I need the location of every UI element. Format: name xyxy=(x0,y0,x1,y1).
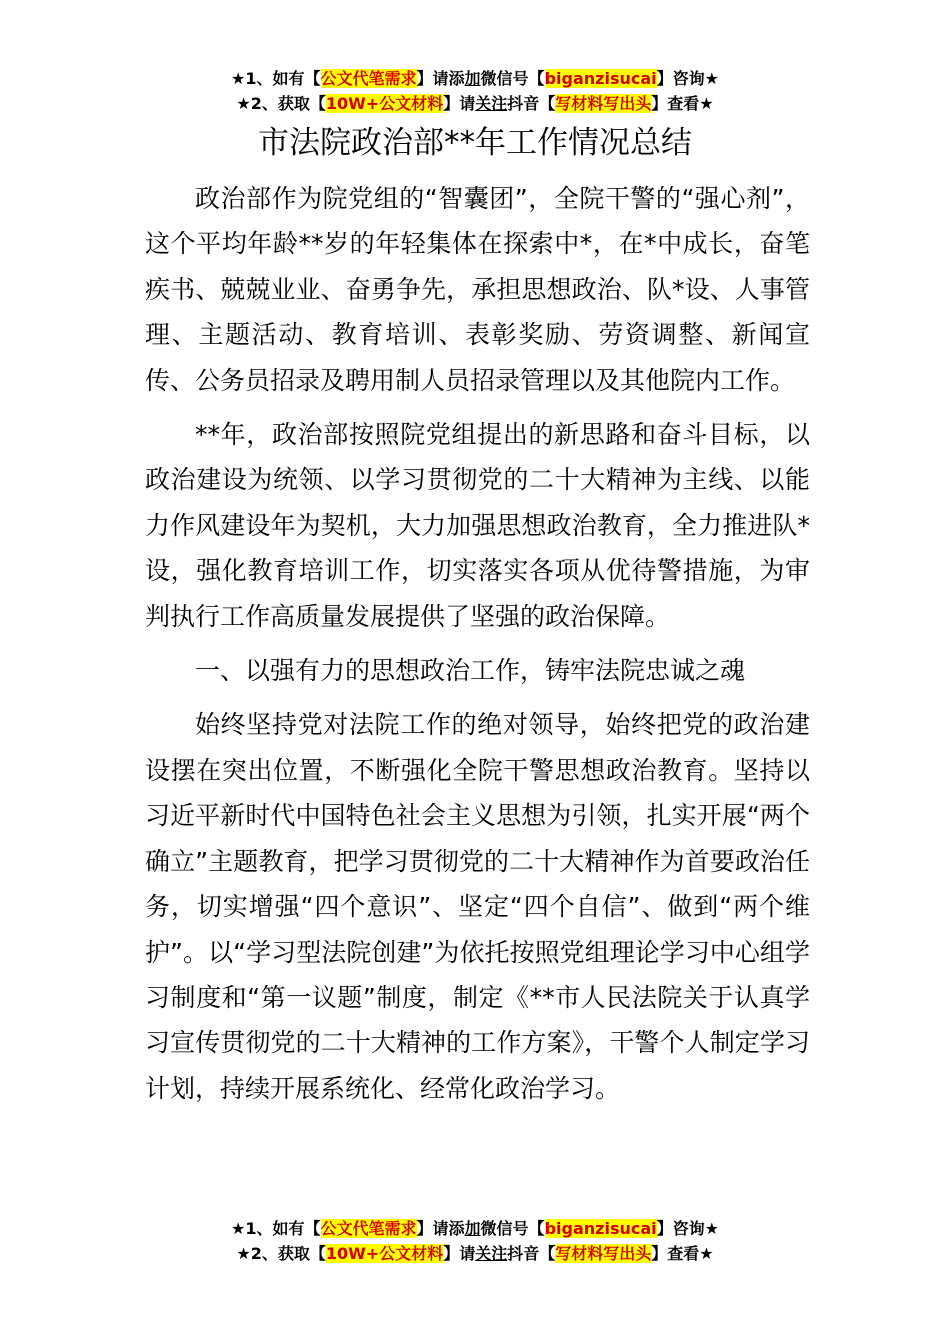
highlight-douyin: 写材料写出头 xyxy=(555,1244,652,1263)
highlight-wechat-id: biganzisucai xyxy=(544,69,657,88)
highlight-douyin: 写材料写出头 xyxy=(555,94,652,113)
paragraph: **年，政治部按照院党组提出的新思路和奋斗目标，以政治建设为统领、以学习贯彻党的二十大精神为主线、以能力作风建设年为契机，大力加强思想政治教育，全力推进队*设，强化教育培训工作，切实落实各项从优待警措施，为审判执行工作高质量发展提供了坚强的政治保障。 xyxy=(145,420,810,631)
highlight-service: 公文代笔需求 xyxy=(320,69,417,88)
section-heading: 一、以强有力的思想政治工作，铸牢法院忠诚之魂 xyxy=(195,656,746,686)
document-body xyxy=(145,176,810,1120)
highlight-materials: 10W+公文材料 xyxy=(325,94,444,113)
paragraph: 始终坚持党对法院工作的绝对领导，始终把党的政治建设摆在突出位置，不断强化全院干警思想政治教育。坚持以习近平新时代中国特色社会主义思想为引领，扎实开展“两个确立”主题教育，把学习贯彻党的二十大精神作为首要政治任务，切实增强“四个意识”、坚定“四个自信”、做到“两个维护”。以“学习型法院创建”为依托按照党组理论学习中心组学习制度和“第一议题”制度，制定《**市人民法院关于认真学习宣传贯彻党的二十大精神的工作方案》，干警个人制定学习计划，持续开展系统化、经常化政治学习。 xyxy=(145,710,810,1103)
header-banner xyxy=(0,66,950,116)
banner-line-1: ★1、如有【公文代笔需求】请添加微信号【biganzisucai】咨询★ xyxy=(231,69,719,88)
highlight-service: 公文代笔需求 xyxy=(320,1219,417,1238)
document-title: 市法院政治部**年工作情况总结 xyxy=(258,125,692,161)
banner-line-1: ★1、如有【公文代笔需求】请添加微信号【biganzisucai】咨询★ xyxy=(231,1219,719,1238)
highlight-wechat-id: biganzisucai xyxy=(544,1219,657,1238)
banner-line-2: ★2、获取【10W+公文材料】请关注抖音【写材料写出头】查看★ xyxy=(236,1244,714,1263)
banner-line-2: ★2、获取【10W+公文材料】请关注抖音【写材料写出头】查看★ xyxy=(236,94,714,113)
footer-banner xyxy=(0,1216,950,1266)
paragraph: 政治部作为院党组的“智囊团”，全院干警的“强心剂”，这个平均年龄**岁的年轻集体在探索中*，在*中成长，奋笔疾书、兢兢业业、奋勇争先，承担思想政治、队*设、人事管理、主题活动、教育培训、表彰奖励、劳资调整、新闻宣传、公务员招录及聘用制人员招录管理以及其他院内工作。 xyxy=(145,184,810,395)
highlight-materials: 10W+公文材料 xyxy=(325,1244,444,1263)
